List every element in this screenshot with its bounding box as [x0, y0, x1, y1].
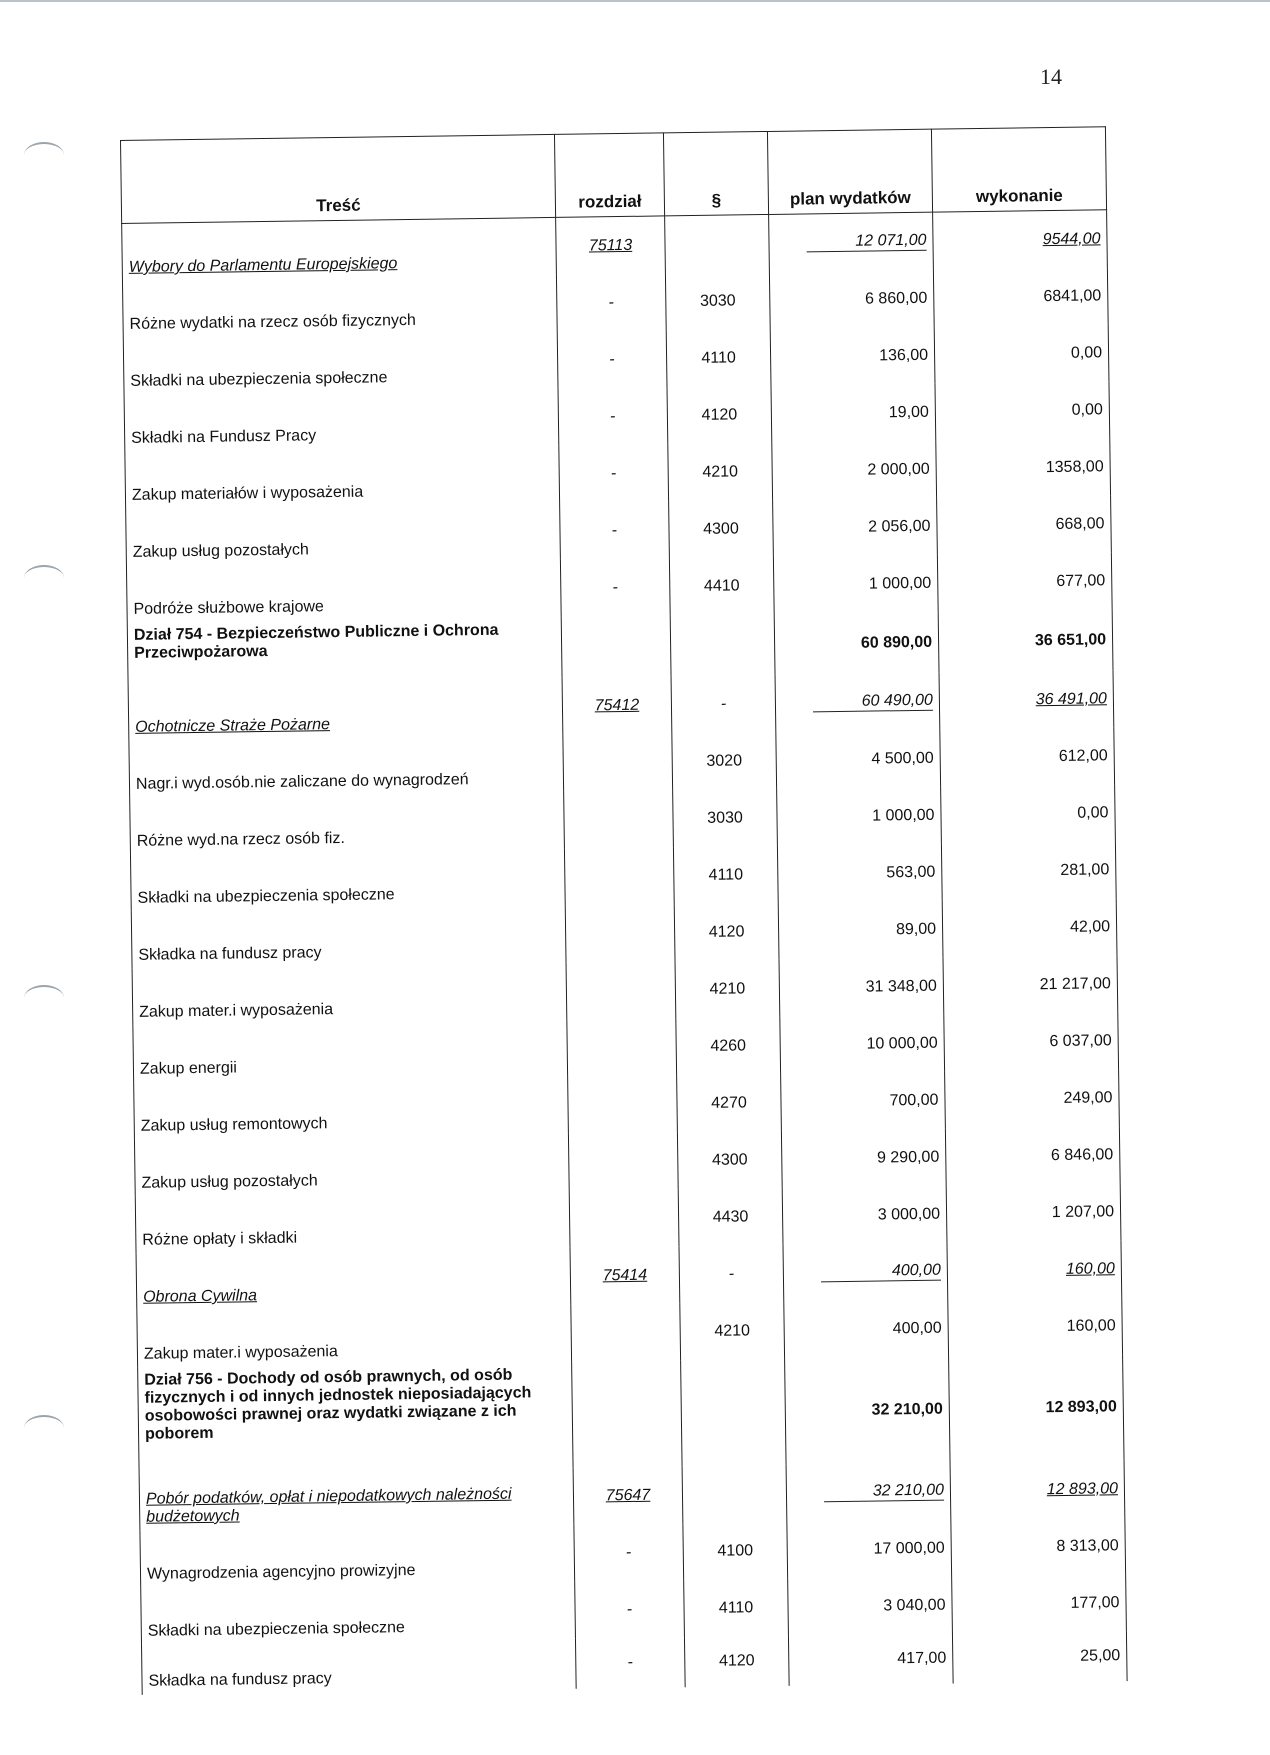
row-plan-text: 2 000,00	[867, 460, 930, 479]
row-desc-text: Pobór podatków, opłat i niepodatkowych należności budżetowych	[145, 1485, 512, 1526]
row-plan-text: 9 290,00	[876, 1148, 940, 1167]
row-desc	[130, 849, 565, 912]
row-wykonanie	[952, 1574, 1127, 1633]
row-wykonanie-text: 249,00	[1063, 1088, 1113, 1107]
row-wykonanie-text: 177,00	[1070, 1593, 1120, 1612]
row-rozdzial-text: -	[611, 521, 618, 539]
row-rozdzial-text: -	[609, 350, 615, 368]
row-desc	[129, 735, 564, 798]
row-plan-text: 4 500,00	[871, 749, 934, 768]
row-desc-text: Ochotnicze Straże Pożarne	[135, 716, 331, 736]
row-plan	[775, 673, 940, 732]
table-header-row	[121, 127, 1107, 224]
row-wykonanie	[936, 438, 1111, 497]
row-paragraf	[666, 329, 771, 387]
row-wykonanie	[939, 670, 1114, 729]
row-desc	[134, 1077, 569, 1140]
row-paragraf	[669, 500, 774, 558]
row-paragraf-text: 4210	[702, 462, 739, 481]
header-paragraf: §	[663, 131, 768, 215]
row-plan	[788, 1634, 953, 1686]
row-wykonanie-text: 36 491,00	[1035, 689, 1108, 708]
row-rozdzial-text: 75414	[602, 1266, 648, 1284]
row-desc-text: Składki na ubezpieczenia społeczne	[130, 369, 388, 390]
row-wykonanie-text: 1358,00	[1045, 457, 1104, 476]
row-wykonanie-text: 668,00	[1055, 514, 1105, 533]
row-paragraf	[667, 386, 772, 444]
row-plan-text: 563,00	[886, 863, 936, 881]
row-wykonanie	[937, 495, 1112, 554]
row-desc	[122, 275, 557, 338]
row-plan-text: 19,00	[888, 403, 929, 421]
row-rozdzial-text: -	[608, 293, 615, 311]
row-plan-text: 400,00	[892, 1319, 942, 1337]
scan-edge	[0, 0, 1270, 2]
row-paragraf-text: -	[728, 1265, 735, 1283]
row-rozdzial-text: 75412	[594, 696, 640, 714]
row-paragraf	[668, 443, 773, 501]
row-plan	[773, 555, 938, 614]
row-paragraf	[678, 1188, 783, 1246]
row-plan-text: 400,00	[821, 1262, 941, 1283]
row-wykonanie-text: 160,00	[1065, 1259, 1115, 1278]
row-rozdzial	[569, 1189, 679, 1248]
row-paragraf-text: 4110	[701, 348, 736, 367]
budget-table-container	[120, 127, 1121, 1690]
budget-table	[120, 126, 1128, 1695]
row-paragraf	[682, 1465, 787, 1523]
row-desc-text: Składki na ubezpieczenia społeczne	[137, 886, 395, 907]
row-paragraf	[675, 960, 780, 1018]
row-wykonanie-text: 6 037,00	[1049, 1031, 1112, 1050]
row-paragraf	[671, 675, 776, 733]
row-wykonanie	[941, 784, 1116, 843]
row-paragraf-text: 4210	[714, 1321, 751, 1340]
row-desc	[142, 1639, 577, 1695]
row-plan	[787, 1520, 952, 1579]
row-plan-text: 2 056,00	[868, 517, 931, 536]
row-plan	[774, 612, 939, 675]
row-wykonanie-text: 6 846,00	[1050, 1145, 1114, 1164]
row-wykonanie	[944, 1012, 1119, 1071]
row-plan-text: 60 490,00	[813, 692, 933, 713]
row-rozdzial	[567, 1018, 677, 1077]
row-wykonanie	[947, 1240, 1122, 1299]
row-paragraf-text: -	[720, 695, 727, 713]
row-desc	[133, 1020, 568, 1083]
row-desc-text: Różne wyd.na rzecz osób fiz.	[136, 829, 345, 850]
row-paragraf-text: 4120	[708, 922, 745, 941]
row-paragraf-text: 4210	[709, 979, 746, 998]
row-desc-text: Zakup mater.i wyposażenia	[139, 1001, 334, 1021]
row-plan	[786, 1463, 951, 1522]
row-rozdzial	[565, 904, 675, 963]
row-paragraf	[670, 614, 775, 676]
punch-hole-mark	[24, 1415, 64, 1441]
row-desc	[135, 1191, 570, 1254]
row-wykonanie-text: 0,00	[1071, 400, 1103, 419]
row-plan-text: 10 000,00	[866, 1034, 938, 1053]
row-wykonanie	[952, 1631, 1127, 1683]
row-desc	[125, 446, 560, 509]
row-wykonanie-text: 612,00	[1058, 746, 1108, 765]
row-plan-text: 60 890,00	[860, 633, 933, 652]
row-plan	[771, 384, 936, 443]
row-plan-text: 3 000,00	[877, 1205, 941, 1224]
row-plan	[788, 1577, 953, 1636]
row-desc-text: Składka na fundusz pracy	[138, 944, 322, 964]
row-paragraf-text: 3030	[699, 291, 736, 310]
row-rozdzial	[564, 790, 674, 849]
row-wykonanie	[937, 552, 1112, 611]
row-wykonanie	[942, 898, 1117, 957]
row-desc	[138, 1362, 573, 1474]
row-desc	[132, 963, 567, 1026]
row-rozdzial	[557, 330, 667, 389]
row-plan	[779, 958, 944, 1017]
header-rozdzial: rozdział	[554, 133, 664, 218]
row-wykonanie-text: 1 207,00	[1051, 1202, 1115, 1221]
row-desc-text: Składka na fundusz pracy	[148, 1670, 332, 1690]
row-plan	[769, 270, 934, 329]
row-desc-text: Zakup usług pozostałych	[132, 541, 309, 561]
row-wykonanie-text: 12 893,00	[1046, 1479, 1119, 1498]
row-paragraf	[680, 1302, 785, 1360]
row-rozdzial-text: -	[625, 1543, 632, 1561]
row-paragraf-text: 4430	[712, 1207, 749, 1226]
row-desc	[130, 792, 565, 855]
punch-hole-mark	[24, 565, 64, 591]
row-desc-text: Dział 756 - Dochody od osób prawnych, od osób fizycznych i od innych jednostek nieposiadających osobowości prawnej oraz wydatki związane z ich poborem	[144, 1366, 532, 1443]
row-paragraf	[684, 1579, 789, 1637]
row-desc	[123, 332, 558, 395]
row-rozdzial	[563, 733, 673, 792]
row-plan	[780, 1015, 945, 1074]
row-plan	[770, 327, 935, 386]
row-wykonanie	[941, 841, 1116, 900]
row-desc	[137, 1305, 572, 1368]
header-wykonanie: wykonanie	[931, 127, 1106, 212]
row-desc	[139, 1468, 574, 1531]
row-rozdzial	[560, 501, 670, 560]
row-rozdzial-text: -	[610, 464, 617, 482]
row-paragraf-text: 4300	[703, 519, 739, 538]
row-desc	[136, 1248, 571, 1311]
row-plan-text: 700,00	[889, 1091, 939, 1109]
page-number: 14	[1040, 64, 1062, 89]
row-plan	[784, 1300, 949, 1359]
row-plan-text: 1 000,00	[872, 806, 935, 825]
table-body	[122, 210, 1127, 1695]
row-paragraf	[677, 1131, 782, 1189]
row-plan-text: 32 210,00	[824, 1482, 944, 1503]
row-rozdzial	[559, 444, 669, 503]
row-wykonanie-text: 21 217,00	[1039, 974, 1111, 993]
row-desc	[122, 217, 557, 281]
row-rozdzial	[558, 387, 668, 446]
row-desc-text: Podróże służbowe krajowe	[133, 598, 324, 618]
row-wykonanie	[935, 381, 1110, 440]
row-desc-text: Składki na ubezpieczenia społeczne	[147, 1619, 405, 1640]
row-plan-text: 6 860,00	[864, 289, 928, 308]
row-rozdzial	[556, 273, 666, 332]
row-rozdzial	[575, 1580, 685, 1639]
row-desc	[126, 503, 561, 566]
row-rozdzial	[571, 1303, 681, 1362]
row-rozdzial	[573, 1466, 683, 1525]
row-rozdzial	[560, 558, 670, 617]
row-paragraf-text: 3020	[706, 751, 743, 770]
row-paragraf	[665, 214, 770, 273]
row-plan	[781, 1072, 946, 1131]
row-rozdzial	[574, 1523, 684, 1582]
row-desc	[131, 906, 566, 969]
row-plan-text: 32 210,00	[871, 1400, 943, 1419]
row-wykonanie	[951, 1517, 1126, 1576]
row-rozdzial-text: 75113	[588, 236, 633, 254]
row-desc	[134, 1134, 569, 1197]
row-plan	[783, 1243, 948, 1302]
row-plan	[769, 212, 934, 272]
row-desc-text: Różne wydatki na rzecz osób fizycznych	[129, 311, 417, 333]
row-plan	[772, 441, 937, 500]
row-paragraf-text: 4120	[701, 405, 738, 424]
row-desc-text: Dział 754 - Bezpieczeństwo Publiczne i Ochrona Przeciwpożarowa	[133, 621, 499, 662]
row-rozdzial-text: -	[612, 578, 619, 596]
row-desc-text: Wynagrodzenia agencyjno prowizyjne	[146, 1562, 416, 1583]
row-wykonanie	[950, 1460, 1125, 1519]
row-desc	[124, 389, 559, 452]
row-wykonanie-text: 281,00	[1060, 860, 1110, 879]
punch-hole-mark	[24, 142, 64, 168]
row-wykonanie	[940, 727, 1115, 786]
row-desc	[127, 617, 562, 684]
row-rozdzial	[570, 1246, 680, 1305]
row-wykonanie-text: 6841,00	[1043, 286, 1102, 305]
row-desc-text: Zakup usług remontowych	[140, 1115, 328, 1135]
row-paragraf	[674, 903, 779, 961]
row-wykonanie-text: 0,00	[1070, 343, 1103, 362]
punch-hole-mark	[24, 985, 64, 1011]
row-wykonanie-text: 9544,00	[1042, 229, 1101, 248]
row-desc-text: Składki na Fundusz Pracy	[131, 427, 317, 447]
table-row	[138, 1354, 1124, 1474]
row-paragraf-text: 4410	[703, 576, 740, 595]
row-paragraf	[679, 1245, 784, 1303]
row-desc	[126, 560, 561, 623]
row-plan-text: 12 071,00	[806, 232, 926, 253]
row-wykonanie	[933, 210, 1108, 270]
row-plan-text: 136,00	[879, 346, 929, 364]
row-plan	[782, 1186, 947, 1245]
row-desc-text: Wybory do Parlamentu Europejskiego	[128, 255, 398, 276]
row-paragraf-text: 4270	[711, 1093, 747, 1112]
row-rozdzial	[566, 961, 676, 1020]
row-desc-text: Zakup usług pozostałych	[141, 1172, 318, 1192]
row-wykonanie-text: 0,00	[1077, 803, 1109, 822]
row-wykonanie	[945, 1069, 1120, 1128]
row-paragraf	[673, 846, 778, 904]
row-desc-text: Nagr.i wyd.osób.nie zaliczane do wynagrodzeń	[135, 771, 469, 793]
row-plan	[773, 498, 938, 557]
row-wykonanie	[938, 609, 1113, 672]
row-wykonanie	[948, 1297, 1123, 1356]
header-plan: plan wydatków	[767, 129, 932, 214]
row-desc-text: Obrona Cywilna	[143, 1287, 258, 1306]
row-plan-text: 89,00	[895, 920, 937, 938]
row-plan	[781, 1129, 946, 1188]
row-wykonanie	[943, 955, 1118, 1014]
row-plan-text: 3 040,00	[883, 1596, 946, 1614]
row-wykonanie	[945, 1126, 1120, 1185]
row-rozdzial	[575, 1637, 685, 1689]
row-desc-text: Zakup materiałów i wyposażenia	[131, 483, 364, 504]
row-rozdzial	[556, 216, 666, 275]
row-wykonanie	[946, 1183, 1121, 1242]
row-paragraf	[673, 789, 778, 847]
header-desc: Treść	[121, 134, 556, 223]
row-plan	[778, 901, 943, 960]
row-rozdzial	[562, 676, 672, 735]
row-desc	[141, 1582, 576, 1645]
row-paragraf	[683, 1522, 788, 1580]
row-paragraf-text: 4260	[710, 1036, 747, 1055]
row-wykonanie-text: 12 893,00	[1045, 1398, 1117, 1417]
row-plan-text: 31 348,00	[865, 977, 938, 996]
row-rozdzial-text: -	[627, 1653, 634, 1672]
row-paragraf-text: 4300	[711, 1150, 748, 1169]
row-desc-text: Zakup energii	[139, 1059, 238, 1078]
row-wykonanie-text: 8 313,00	[1056, 1536, 1119, 1555]
row-wykonanie-text: 42,00	[1069, 917, 1111, 936]
row-rozdzial-text: 75647	[605, 1486, 651, 1504]
row-paragraf	[669, 557, 774, 615]
row-desc-text: Zakup mater.i wyposażenia	[143, 1343, 338, 1363]
row-paragraf	[672, 732, 777, 790]
row-plan-text: 1 000,00	[868, 574, 932, 593]
row-paragraf-text: 4120	[718, 1652, 755, 1670]
row-plan-text: 417,00	[897, 1649, 947, 1668]
row-wykonanie	[949, 1354, 1124, 1462]
row-plan	[785, 1357, 950, 1465]
row-wykonanie	[934, 324, 1109, 383]
row-paragraf	[665, 272, 770, 330]
row-paragraf	[684, 1636, 789, 1687]
row-paragraf	[676, 1017, 781, 1075]
row-rozdzial-text: -	[610, 407, 616, 425]
row-desc	[140, 1525, 575, 1588]
row-rozdzial	[568, 1132, 678, 1191]
row-wykonanie-text: 677,00	[1056, 571, 1106, 590]
row-plan	[777, 844, 942, 903]
row-wykonanie	[933, 267, 1108, 326]
row-rozdzial-text: -	[626, 1600, 633, 1618]
row-rozdzial	[561, 615, 671, 678]
row-paragraf-text: 4100	[717, 1541, 754, 1560]
row-paragraf-text: 4110	[718, 1598, 754, 1617]
row-rozdzial	[572, 1360, 682, 1468]
row-plan	[776, 730, 941, 789]
row-rozdzial	[568, 1075, 678, 1134]
row-desc	[128, 678, 563, 741]
row-wykonanie-text: 25,00	[1080, 1647, 1121, 1665]
row-paragraf	[677, 1074, 782, 1132]
row-wykonanie-text: 36 651,00	[1034, 630, 1107, 649]
row-plan	[777, 787, 942, 846]
row-plan-text: 17 000,00	[873, 1539, 945, 1558]
row-rozdzial	[564, 847, 674, 906]
row-desc-text: Różne opłaty i składki	[142, 1229, 298, 1249]
row-paragraf-text: 3030	[707, 808, 743, 827]
row-paragraf-text: 4110	[708, 865, 744, 884]
row-wykonanie-text: 160,00	[1066, 1316, 1116, 1335]
row-paragraf	[681, 1359, 786, 1466]
